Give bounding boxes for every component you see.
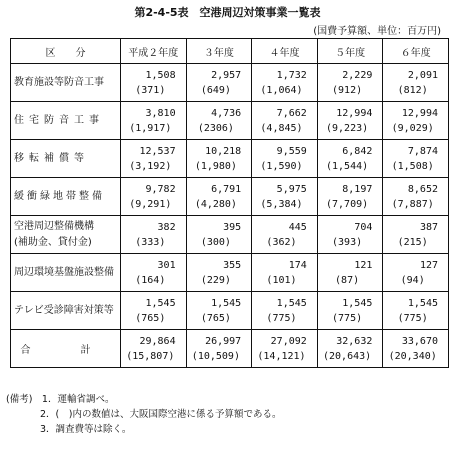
value-cell [317, 140, 383, 178]
header-year: ４年度 [252, 39, 318, 64]
total-value: 26,997 [205, 335, 242, 347]
budget-value: 1,545 [145, 297, 176, 309]
budget-value: 1,545 [407, 297, 438, 309]
table-row [11, 254, 449, 292]
budget-value: 1,508 [145, 69, 176, 81]
budget-value: 6,791 [211, 183, 242, 195]
unit-note: (国費予算額、単位：百万円) [313, 26, 441, 37]
budget-value: 445 [288, 221, 307, 233]
category-label: 空港周辺整備機構 [14, 220, 94, 232]
total-value: 27,092 [270, 335, 307, 347]
header-year: ５年度 [317, 39, 383, 64]
value-cell [252, 292, 318, 330]
budget-value: 2,091 [407, 69, 438, 81]
budget-value: 355 [223, 259, 242, 271]
category-label: 緩衝緑地帯整備 [14, 190, 105, 202]
value-cell [317, 178, 383, 216]
osaka-value: (912) [332, 84, 363, 96]
osaka-value: (371) [135, 84, 166, 96]
total-value: 32,632 [336, 335, 373, 347]
table-row [11, 64, 449, 102]
budget-value: 704 [354, 221, 373, 233]
value-cell [383, 140, 449, 178]
budget-value: 8,197 [342, 183, 373, 195]
osaka-value: (7,709) [326, 198, 369, 210]
total-cell [317, 330, 383, 368]
osaka-value: (7,887) [391, 198, 434, 210]
value-cell [121, 64, 187, 102]
osaka-value: (2306) [197, 122, 234, 134]
osaka-value: (1,590) [260, 160, 303, 172]
remark-line: (備考) 1．運輸省調べ。 [6, 394, 115, 405]
osaka-value: (9,291) [129, 198, 172, 210]
value-cell [186, 216, 252, 254]
header-row [11, 39, 449, 64]
budget-value: 7,874 [407, 145, 438, 157]
value-cell [186, 254, 252, 292]
value-cell [383, 102, 449, 140]
row-category [11, 140, 121, 178]
budget-value: 395 [223, 221, 242, 233]
value-cell [121, 292, 187, 330]
table-row [11, 178, 449, 216]
osaka-value: (300) [200, 236, 231, 248]
total-cell [252, 330, 318, 368]
category-label: 住宅防音工事 [14, 114, 104, 126]
osaka-value: (775) [332, 312, 363, 324]
category-label: 教育施設等防音工事 [14, 76, 104, 88]
osaka-value: (1,544) [326, 160, 369, 172]
value-cell [383, 216, 449, 254]
osaka-value: (393) [332, 236, 363, 248]
total-osaka-value: (10,509) [191, 350, 240, 362]
value-cell [186, 102, 252, 140]
value-cell [252, 64, 318, 102]
osaka-value: (9,029) [391, 122, 434, 134]
header-year: 平成２年度 [121, 39, 187, 64]
total-cell [121, 330, 187, 368]
total-osaka-value: (20,643) [322, 350, 372, 362]
osaka-value: (4,845) [260, 122, 303, 134]
budget-value: 9,559 [276, 145, 307, 157]
osaka-value: (775) [397, 312, 428, 324]
total-row [11, 330, 449, 368]
osaka-value: (765) [135, 312, 166, 324]
value-cell [186, 292, 252, 330]
table-row [11, 140, 449, 178]
value-cell [252, 178, 318, 216]
value-cell [317, 64, 383, 102]
header-year: ６年度 [383, 39, 449, 64]
total-osaka-value: (20,340) [388, 350, 437, 362]
value-cell [252, 140, 318, 178]
budget-table [10, 38, 449, 368]
value-cell [317, 292, 383, 330]
budget-value: 7,662 [276, 107, 307, 119]
remark-line: 2．( )内の数値は、大阪国際空港に係る予算額である。 [40, 409, 282, 420]
value-cell [317, 102, 383, 140]
value-cell [317, 254, 383, 292]
header-year: ３年度 [186, 39, 252, 64]
total-cell [383, 330, 449, 368]
value-cell [186, 64, 252, 102]
budget-value: 1,732 [276, 69, 307, 81]
value-cell [252, 216, 318, 254]
table-title: 第2-4-5表 空港周辺対策事業一覧表 [134, 6, 321, 19]
budget-value: 387 [419, 221, 438, 233]
value-cell [383, 254, 449, 292]
budget-value: 8,652 [407, 183, 438, 195]
row-category [11, 254, 121, 292]
value-cell [383, 292, 449, 330]
osaka-value: (362) [266, 236, 297, 248]
budget-value: 1,545 [342, 297, 373, 309]
budget-value: 2,957 [211, 69, 242, 81]
table-row [11, 292, 449, 330]
row-category [11, 102, 121, 140]
osaka-value: (649) [200, 84, 231, 96]
budget-value: 1,545 [276, 297, 307, 309]
value-cell [121, 178, 187, 216]
osaka-value: (812) [397, 84, 428, 96]
osaka-value: (1,917) [129, 122, 172, 134]
row-category [11, 64, 121, 102]
category-label: 周辺環境基盤施設整備 [14, 266, 114, 278]
osaka-value: (87) [335, 274, 360, 286]
category-label: テレビ受診障害対策等 [14, 304, 114, 316]
osaka-value: (1,508) [391, 160, 434, 172]
header-category: 区 分 [11, 39, 121, 64]
budget-value: 4,736 [211, 107, 242, 119]
osaka-value: (765) [200, 312, 231, 324]
budget-value: 301 [157, 259, 176, 271]
budget-value: 12,994 [401, 107, 438, 119]
value-cell [383, 178, 449, 216]
budget-value: 174 [288, 259, 307, 271]
budget-value: 1,545 [211, 297, 242, 309]
table-row [11, 102, 449, 140]
budget-value: 121 [354, 259, 373, 271]
row-category [11, 292, 121, 330]
osaka-value: (775) [266, 312, 297, 324]
value-cell [317, 216, 383, 254]
value-cell [186, 140, 252, 178]
table-row [11, 216, 449, 254]
value-cell [383, 64, 449, 102]
row-category [11, 216, 121, 254]
value-cell [121, 254, 187, 292]
budget-value: 3,810 [145, 107, 176, 119]
remarks [6, 392, 281, 437]
budget-value: 5,975 [276, 183, 307, 195]
osaka-value: (164) [135, 274, 166, 286]
budget-value: 2,229 [342, 69, 373, 81]
osaka-value: (215) [397, 236, 428, 248]
budget-value: 6,842 [342, 145, 373, 157]
value-cell [252, 102, 318, 140]
osaka-value: (333) [135, 236, 166, 248]
budget-value: 10,218 [205, 145, 242, 157]
value-cell [121, 102, 187, 140]
value-cell [121, 216, 187, 254]
osaka-value: (94) [400, 274, 425, 286]
osaka-value: (1,980) [194, 160, 237, 172]
total-label: 合 計 [11, 330, 121, 368]
osaka-value: (3,192) [129, 160, 172, 172]
total-osaka-value: (14,121) [257, 350, 306, 362]
category-sublabel: (補助金、貸付金) [14, 236, 92, 248]
budget-value: 127 [419, 259, 438, 271]
total-osaka-value: (15,807) [126, 350, 175, 362]
total-value: 33,670 [401, 335, 438, 347]
value-cell [121, 140, 187, 178]
osaka-value: (101) [266, 274, 297, 286]
total-cell [186, 330, 252, 368]
budget-value: 382 [157, 221, 176, 233]
osaka-value: (1,064) [260, 84, 303, 96]
total-value: 29,864 [139, 335, 176, 347]
osaka-value: (9,223) [326, 122, 369, 134]
osaka-value: (229) [200, 274, 231, 286]
osaka-value: (4,280) [194, 198, 237, 210]
budget-value: 12,994 [336, 107, 373, 119]
value-cell [252, 254, 318, 292]
remark-line: 3．調査費等は除く。 [40, 424, 132, 435]
osaka-value: (5,384) [260, 198, 303, 210]
row-category [11, 178, 121, 216]
budget-value: 12,537 [139, 145, 176, 157]
category-label: 移転補償等 [14, 152, 89, 164]
budget-value: 9,782 [145, 183, 176, 195]
value-cell [186, 178, 252, 216]
